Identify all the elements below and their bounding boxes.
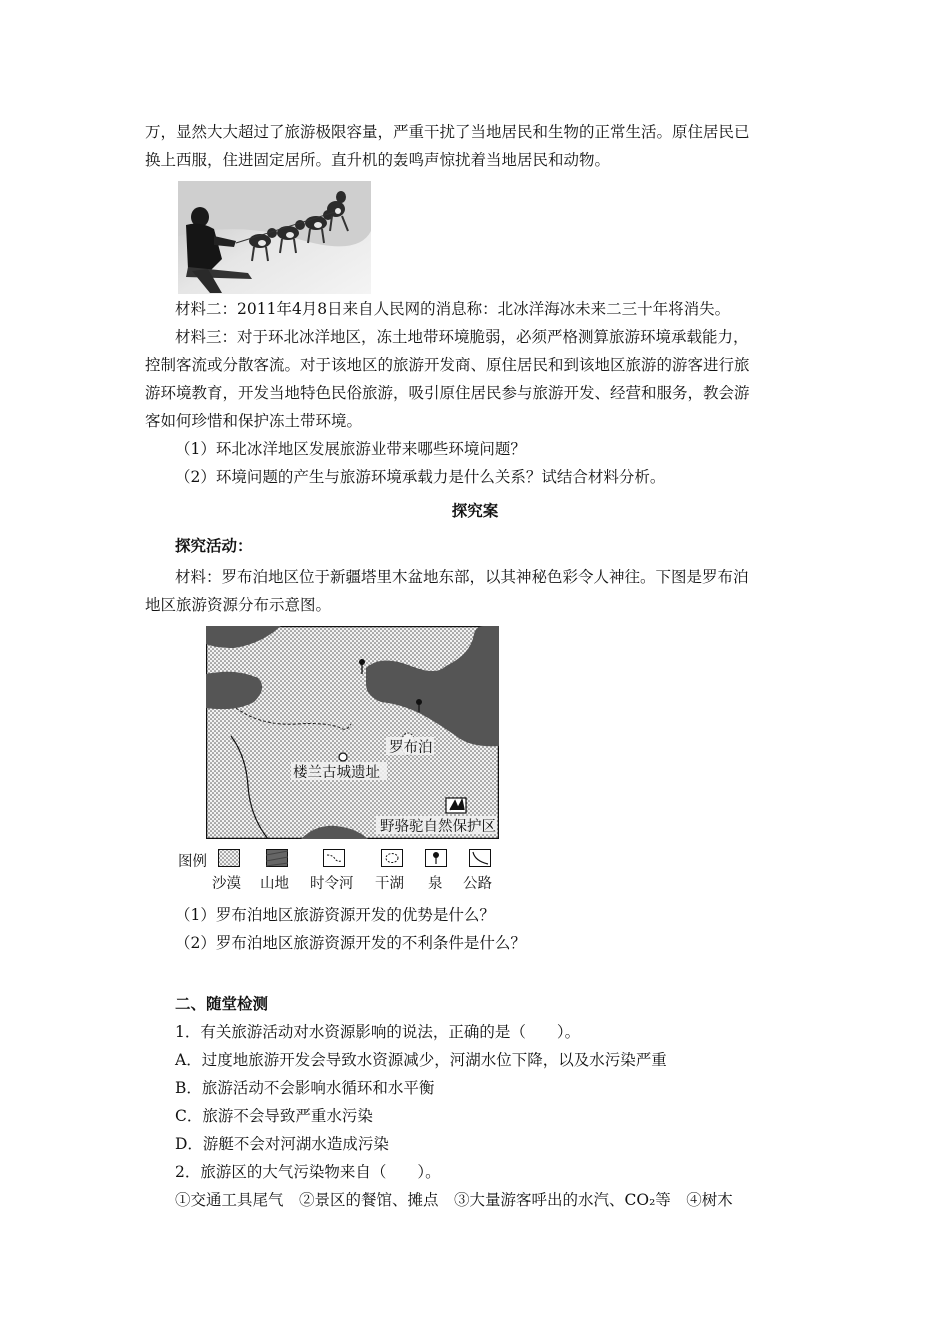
- q1-option-d: D．游艇不会对河湖水造成污染: [175, 1135, 389, 1153]
- map-label-camel-reserve: 野骆驼自然保护区: [380, 819, 496, 835]
- mountain-legend-icon: [266, 849, 288, 867]
- section-title: 探究案: [451, 502, 499, 520]
- lop-nur-map: [206, 626, 499, 839]
- legend-label-road: 公路: [463, 876, 492, 892]
- material-lop-line: 地区旅游资源分布示意图。: [145, 596, 332, 614]
- section-two-title: 二、随堂检测: [175, 995, 269, 1013]
- material-three-line: 游环境教育，开发当地特色民俗旅游，吸引原住居民参与旅游开发、经营和服务，教会游: [145, 384, 750, 402]
- map-label-loulan: 楼兰古城遗址: [293, 765, 380, 781]
- question-item: （1）环北冰洋地区发展旅游业带来哪些环境问题？: [175, 440, 526, 458]
- road-legend-icon: [469, 849, 491, 867]
- paragraph-line: 万，显然大大超过了旅游极限容量，严重干扰了当地居民和生物的正常生活。原住居民已: [145, 123, 750, 141]
- spring-legend-icon: [425, 849, 447, 867]
- sled-dog-photo: [178, 181, 371, 294]
- q1-option-b: B．旅游活动不会影响水循环和水平衡: [175, 1079, 435, 1097]
- seasonal-river-legend-icon: [323, 849, 345, 867]
- material-three-line: 控制客流或分散客流。对于该地区的旅游开发商、原住居民和到该地区旅游的游客进行旅: [145, 356, 750, 374]
- dry-lake-legend-icon: [381, 849, 403, 867]
- desert-legend-icon: [218, 849, 240, 867]
- legend-label-mountain: 山地: [260, 876, 289, 892]
- q2-stem: 2．旅游区的大气污染物来自（ ）。: [175, 1163, 441, 1181]
- q2-options: ①交通工具尾气 ②景区的餐馆、摊点 ③大量游客呼出的水汽、CO₂等 ④树木: [175, 1191, 733, 1209]
- material-three-line: 材料三：对于环北冰洋地区，冻土地带环境脆弱，必须严格测算旅游环境承载能力，: [175, 328, 749, 346]
- legend-label-desert: 沙漠: [212, 876, 241, 892]
- legend-title: 图例: [178, 854, 207, 870]
- paragraph-line: 换上西服，住进固定居所。直升机的轰鸣声惊扰着当地居民和动物。: [145, 151, 611, 169]
- question-item: （1）罗布泊地区旅游资源开发的优势是什么？: [175, 906, 495, 924]
- q1-stem: 1．有关旅游活动对水资源影响的说法，正确的是（ ）。: [175, 1023, 581, 1041]
- map-label-lop-nur: 罗布泊: [389, 740, 433, 756]
- legend-label-dry-lake: 干湖: [375, 876, 404, 892]
- legend-label-seasonal-river: 时令河: [310, 876, 354, 892]
- material-lop-line: 材料：罗布泊地区位于新疆塔里木盆地东部，以其神秘色彩令人神往。下图是罗布泊: [175, 568, 749, 586]
- material-two: 材料二：2011年4月8日来自人民网的消息称：北冰洋海冰未来二三十年将消失。: [175, 300, 731, 318]
- question-item: （2）罗布泊地区旅游资源开发的不利条件是什么？: [175, 934, 526, 952]
- legend-label-spring: 泉: [428, 876, 443, 892]
- q1-option-c: C．旅游不会导致严重水污染: [175, 1107, 373, 1125]
- question-item: （2）环境问题的产生与旅游环境承载力是什么关系？试结合材料分析。: [175, 468, 666, 486]
- material-three-line: 客如何珍惜和保护冻土带环境。: [145, 412, 363, 430]
- activity-title: 探究活动：: [175, 537, 253, 555]
- q1-option-a: A．过度地旅游开发会导致水资源减少，河湖水位下降，以及水污染严重: [175, 1051, 667, 1069]
